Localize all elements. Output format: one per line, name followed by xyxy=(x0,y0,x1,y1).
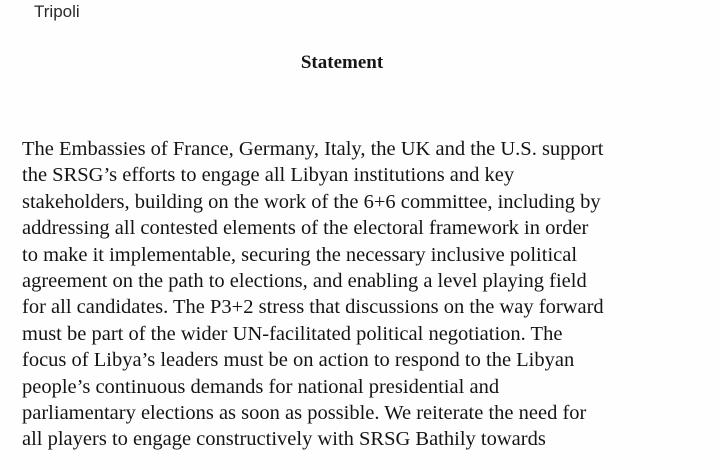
body-line: the SRSG’s efforts to engage all Libyan institutions and key xyxy=(22,164,515,187)
body-line: people’s continuous demands for national presidential and xyxy=(22,375,500,398)
body-line: all players to engage constructively with SRSG Bathily towards xyxy=(22,428,546,451)
statement-body xyxy=(22,136,712,453)
body-line: for all candidates. The P3+2 stress that discussions on the way forward xyxy=(22,296,604,319)
body-line: parliamentary elections as soon as possible. We reiterate the need for xyxy=(22,402,587,425)
body-line: to make it implementable, securing the necessary inclusive political xyxy=(22,243,578,266)
body-line: addressing all contested elements of the electoral framework in order xyxy=(22,217,589,240)
body-line: focus of Libya’s leaders must be on action to respond to the Libyan xyxy=(22,349,575,372)
statement-title: Statement xyxy=(300,52,384,73)
body-line: The Embassies of France, Germany, Italy, the UK and the U.S. support xyxy=(22,138,604,160)
body-line: agreement on the path to elections, and enabling a level playing field xyxy=(22,270,587,293)
location-text: Tripoli xyxy=(34,2,80,21)
body-line: stakeholders, building on the work of the 6+6 committee, including by xyxy=(22,190,601,213)
body-line: must be part of the wider UN-facilitated political negotiation. The xyxy=(22,322,563,345)
